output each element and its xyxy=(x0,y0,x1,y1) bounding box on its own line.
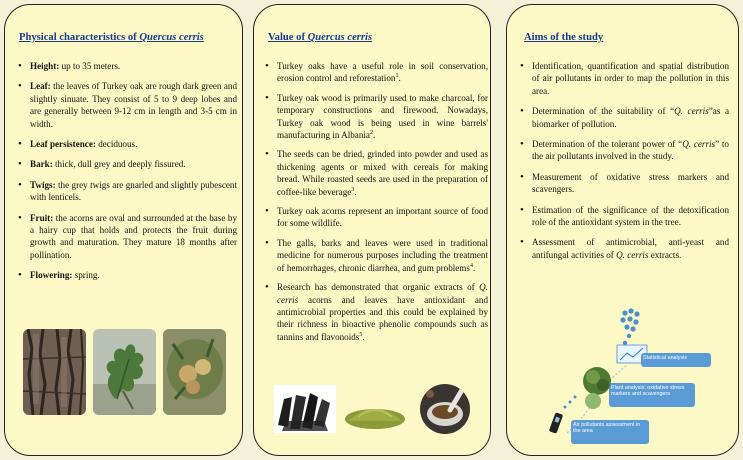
list-item: • Turkey oak wood is primarily used to make charcoal, for temporary constructions and firewood. Nowadays, Turkey oak wood is being used in wine barrels' manufacturing in Albania$^2$. xyxy=(264,92,488,142)
list-item: • The galls, barks and leaves were used in traditional medicine for numerous purposes including the treatment of hemorrhages, chronic diarrhea, and gum problems$^4$. xyxy=(264,237,488,274)
list-item: • Height: up to 35 meters. xyxy=(17,60,237,72)
list-item: • The seeds can be dried, grinded into powder and used as thickening agents or mixed with cereals for making bread. While roasted seeds are used in the preparation of coffee-like beverage$^3$. xyxy=(264,148,488,198)
list-item: • Twigs: the grey twigs are gnarled and slightly pubescent with lenticels. xyxy=(17,179,237,204)
list-item: • Assessment of antimicrobial, anti-yeast and antifungal activities of Q. cerris extracts. xyxy=(519,236,729,261)
list-item: • Turkey oak acorns represent an important source of food for some wildlife. xyxy=(264,205,488,230)
aims-panel xyxy=(506,4,739,456)
list-item: • Determination of the tolerant power of “Q. cerris” to the air pollutants involved in the study. xyxy=(519,138,729,163)
list-item: • Research has demonstrated that organic extracts of Q. cerris acorns and leaves have antioxidant and antimicrobial properties and this could be explained by their richness in bioactive phenolic compounds such as tannins and flavonoids$^5$. xyxy=(264,281,488,343)
list-item: • Measurement of oxidative stress markers and scavengers. xyxy=(519,171,729,196)
panel-title: Value of Quercus cerris xyxy=(268,32,373,43)
list-item: • Leaf persistence: deciduous. xyxy=(17,138,237,150)
mortar-photo xyxy=(420,384,470,434)
workflow-step-plant-analysis: Plant analysis: oxidative stress markers and scavengers xyxy=(611,385,685,398)
workflow-step-air-pollutants: Air pollutants assessment in the area xyxy=(573,422,641,435)
panel-title: Physical characteristics of Quercus cerris xyxy=(19,32,204,43)
list-item: • Flowering: spring. xyxy=(17,269,237,281)
aims-list xyxy=(519,60,729,269)
acorn-photo xyxy=(163,329,226,415)
list-item: • Leaf: the leaves of Turkey oak are rough dark green and slightly sinuate. They consist of 5 to 9 deep lobes and are generally between 9-12 cm in length and 3-5 cm in width. xyxy=(17,80,237,130)
charcoal-photo xyxy=(274,385,336,433)
bark-photo xyxy=(23,329,86,415)
workflow-step-statistics: Statistical analysis xyxy=(643,355,688,361)
powder-photo xyxy=(344,395,406,431)
list-item: • Estimation of the significance of the detoxification role of the antioxidant system in the tree. xyxy=(519,204,729,229)
value-list xyxy=(264,60,488,350)
list-item: • Identification, quantification and spatial distribution of air pollutants in order to map the pollution in this area. xyxy=(519,60,729,97)
list-item: • Determination of the suitability of “Q. cerris”as a biomarker of pollution. xyxy=(519,105,729,130)
characteristics-list xyxy=(17,60,237,290)
list-item: • Bark: thick, dull grey and deeply fissured. xyxy=(17,158,237,170)
leaf-photo xyxy=(93,329,156,415)
panel-title: Aims of the study xyxy=(524,32,604,43)
list-item: • Fruit: the acorns are oval and surrounded at the base by a hairy cup that holds and protects the fruit during growth and maturation. They mature 18 months after pollination. xyxy=(17,212,237,262)
physical-characteristics-panel xyxy=(4,4,243,456)
list-item: • Turkey oaks have a useful role in soil conservation, erosion control and reforestation$^1$. xyxy=(264,60,488,85)
workflow-diagram xyxy=(527,305,735,453)
value-panel xyxy=(253,4,491,456)
